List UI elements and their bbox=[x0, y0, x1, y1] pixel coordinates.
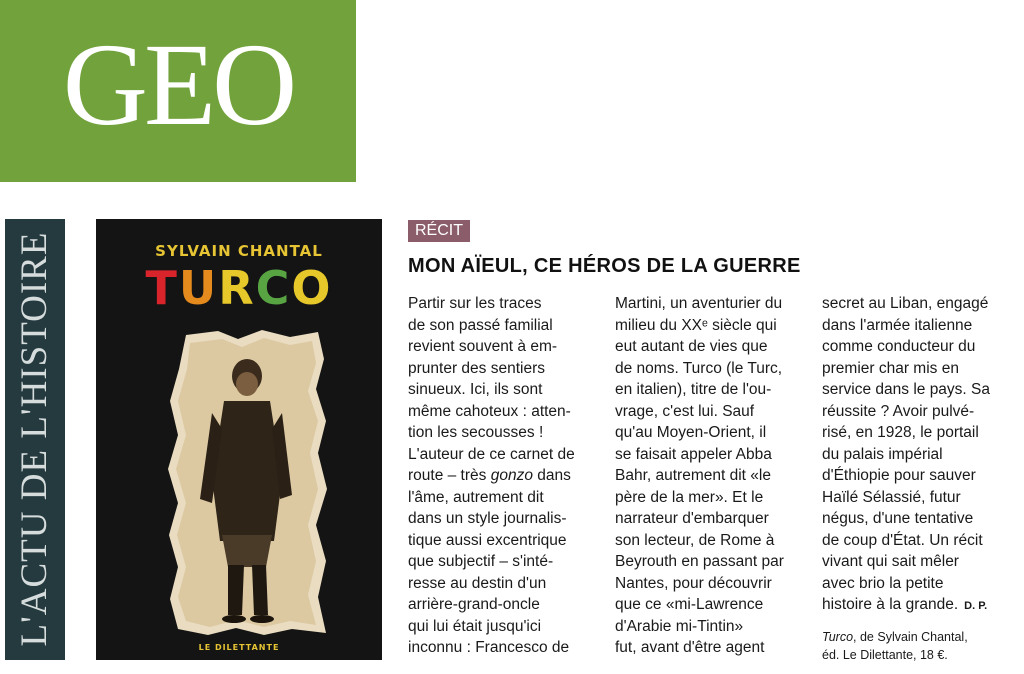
text-line: premier char mis en bbox=[822, 359, 959, 377]
book-title bbox=[96, 259, 382, 317]
text-line: secret au Liban, engagé bbox=[822, 295, 989, 312]
text-line: d'Arabie mi-Tintin» bbox=[615, 617, 744, 635]
book-title-letter: R bbox=[218, 261, 256, 315]
article-column-3 bbox=[822, 293, 1022, 618]
text-line: se faisait appeler Abba bbox=[615, 445, 772, 463]
section-label: L'ACTU DE L'HISTOIRE bbox=[14, 231, 55, 647]
text-line: milieu du XXᵉ siècle qui bbox=[615, 316, 777, 334]
rubric-badge: RÉCIT bbox=[408, 220, 470, 242]
text-line: arrière-grand-oncle bbox=[408, 596, 540, 613]
text-line: père de la mer». Et le bbox=[615, 488, 764, 506]
article-headline: MON AÏEUL, CE HÉROS DE LA GUERRE bbox=[408, 255, 801, 277]
credit-publisher: éd. Le Dilettante, 18 €. bbox=[822, 648, 948, 662]
text-line: Nantes, pour découvrir bbox=[615, 574, 772, 592]
text-line: Beyrouth en passant par bbox=[615, 553, 784, 570]
text-line: eut autant de vies que bbox=[615, 338, 768, 355]
logo-text: GEO bbox=[62, 19, 294, 150]
credit-author: , de Sylvain Chantal, bbox=[853, 630, 968, 644]
book-title-letter: O bbox=[291, 261, 333, 315]
text-line: narrateur d'embarquer bbox=[615, 510, 769, 527]
text-line: resse au destin d'un bbox=[408, 574, 547, 592]
text-line: Partir sur les traces bbox=[408, 295, 542, 312]
text-line: tique aussi excentrique bbox=[408, 531, 567, 549]
text-line: vivant qui sait mêler bbox=[822, 553, 959, 570]
text-line: que ce «mi-Lawrence bbox=[615, 596, 764, 613]
book-credit bbox=[822, 628, 1022, 664]
text-line: qui lui était jusqu'ici bbox=[408, 617, 542, 635]
text-line: L'auteur de ce carnet de bbox=[408, 445, 575, 463]
text-line: sinueux. Ici, ils sont bbox=[408, 381, 543, 398]
book-title-letter: C bbox=[255, 261, 292, 315]
text-line: vrage, c'est lui. Sauf bbox=[615, 402, 755, 420]
text-line: comme conducteur du bbox=[822, 338, 976, 355]
credit-title: Turco bbox=[822, 630, 854, 644]
portrait-photo-icon bbox=[166, 329, 328, 637]
author-signature: D. P. bbox=[964, 600, 988, 612]
text-line: même cahoteux : atten- bbox=[408, 402, 571, 420]
book-cover bbox=[96, 219, 382, 660]
text-line: service dans le pays. Sa bbox=[822, 381, 991, 398]
text-line: Bahr, autrement dit «le bbox=[615, 467, 771, 484]
book-title-letter: U bbox=[178, 261, 219, 315]
text-line: qu'au Moyen-Orient, il bbox=[615, 424, 767, 441]
text-line: Martini, un aventurier du bbox=[615, 295, 783, 312]
text-line: revient souvent à em- bbox=[408, 338, 558, 355]
text-line: en italien), titre de l'ou- bbox=[615, 381, 772, 398]
text-line: de coup d'État. Un récit bbox=[822, 531, 983, 549]
text-line: fut, avant d'être agent bbox=[615, 639, 765, 656]
text-line: avec brio la petite bbox=[822, 574, 944, 592]
text-line: inconnu : Francesco de bbox=[408, 639, 570, 656]
text-line: route – très gonzo dans bbox=[408, 467, 571, 484]
text-line-last: histoire à la grande. bbox=[822, 596, 959, 613]
text-line: dans un style journalis- bbox=[408, 510, 567, 527]
article-column-1 bbox=[408, 293, 598, 659]
text-line: du palais impérial bbox=[822, 445, 943, 463]
text-line: de noms. Turco (le Turc, bbox=[615, 359, 783, 377]
text-line: de son passé familial bbox=[408, 316, 553, 334]
text-line: d'Éthiopie pour sauver bbox=[822, 467, 976, 484]
text-line: Haïlé Sélassié, futur bbox=[822, 488, 961, 506]
text-line: que subjectif – s'inté- bbox=[408, 553, 554, 570]
text-line: risé, en 1928, le portail bbox=[822, 424, 979, 441]
text-line: l'âme, autrement dit bbox=[408, 488, 544, 506]
section-band bbox=[5, 219, 65, 660]
text-line: dans l'armée italienne bbox=[822, 316, 973, 334]
book-title-letter: T bbox=[145, 261, 179, 315]
text-line bbox=[822, 594, 1022, 618]
book-author: SYLVAIN CHANTAL bbox=[155, 242, 323, 260]
article-column-2 bbox=[615, 293, 805, 659]
text-line: négus, d'une tentative bbox=[822, 510, 974, 527]
book-publisher: LE DILETTANTE bbox=[198, 643, 280, 652]
geo-logo bbox=[0, 0, 356, 182]
text-line: son lecteur, de Rome à bbox=[615, 531, 775, 549]
text-line: prunter des sentiers bbox=[408, 359, 545, 377]
text-line: tion les secousses ! bbox=[408, 424, 544, 441]
text-line: réussite ? Avoir pulvé- bbox=[822, 402, 975, 420]
